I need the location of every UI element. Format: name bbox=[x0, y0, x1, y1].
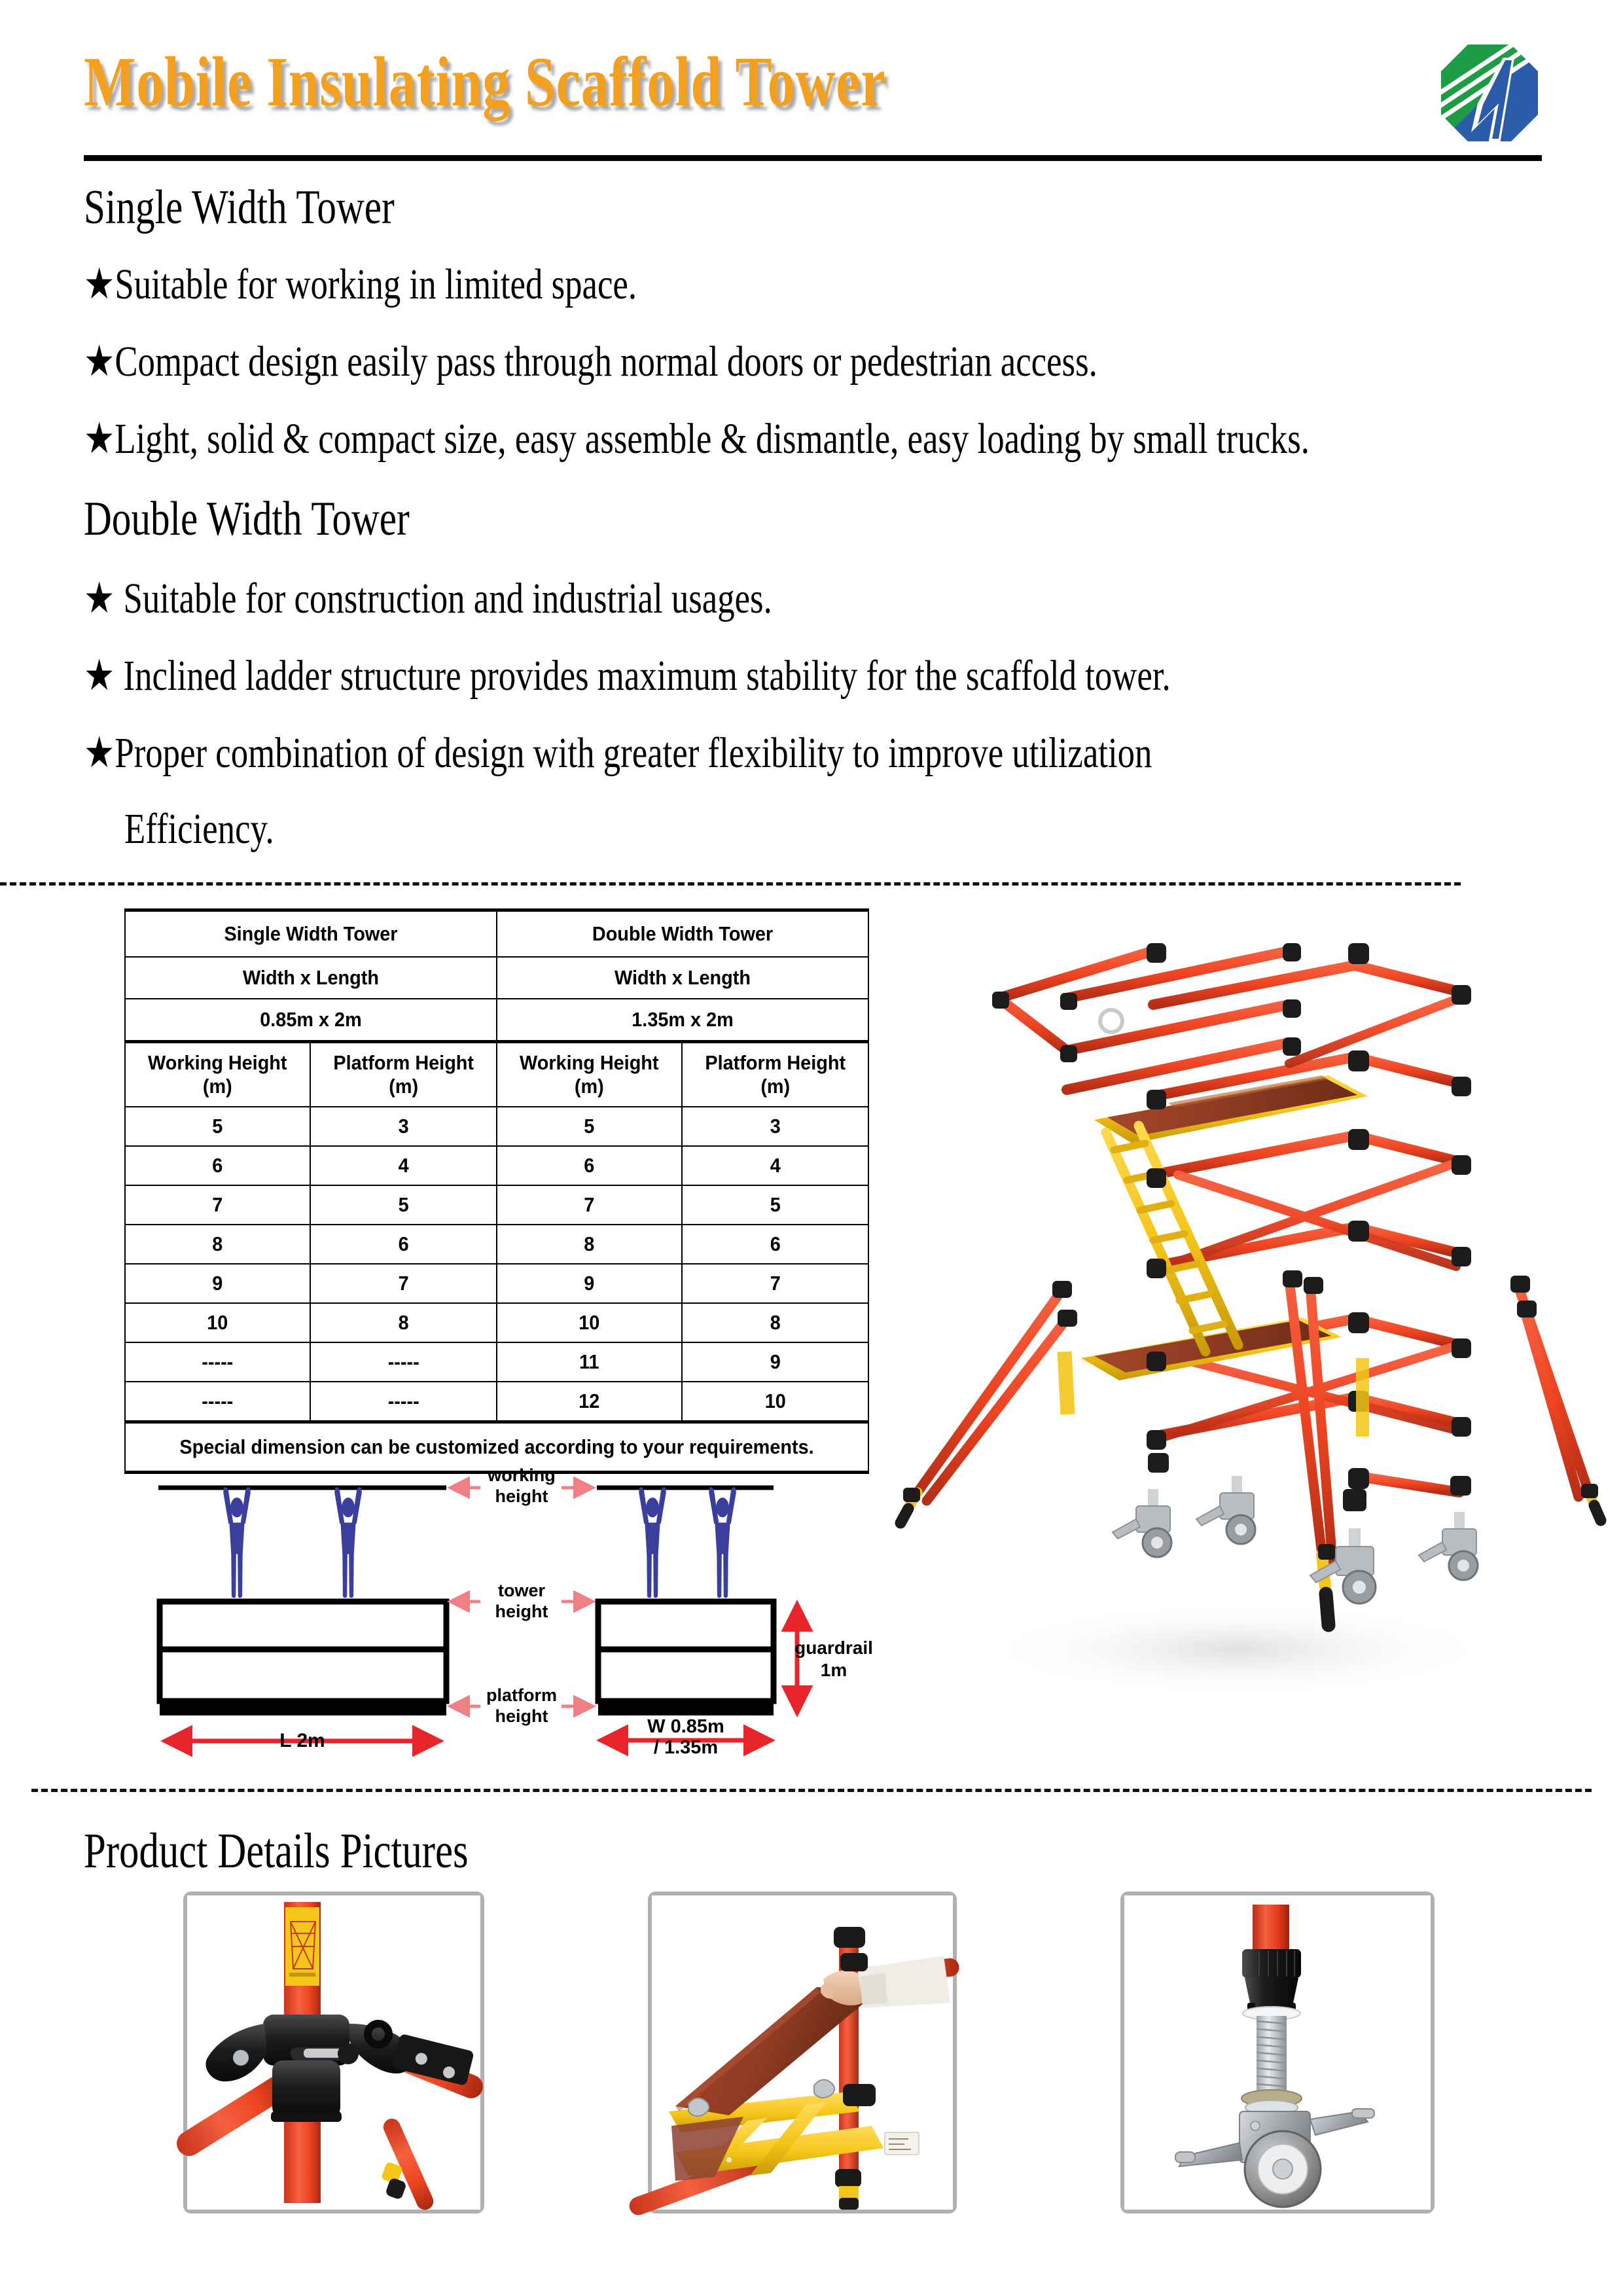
dimension-value-double: 1.35m x 2m bbox=[510, 999, 855, 1042]
cell-r1c1: 4 bbox=[317, 1146, 490, 1185]
left-platform-deck bbox=[160, 1701, 446, 1715]
col-header-0 bbox=[132, 1042, 304, 1107]
col-header-2 bbox=[503, 1042, 675, 1107]
single-width-tower-heading: Single Width Tower bbox=[84, 181, 395, 234]
width-label-line2: / 1.35m bbox=[653, 1737, 719, 1758]
cell-r3c2: 8 bbox=[503, 1225, 675, 1264]
col-header-0-unit: (m) bbox=[202, 1075, 232, 1098]
table-row bbox=[125, 1146, 868, 1185]
cell-r3c1: 6 bbox=[317, 1225, 490, 1264]
logo-icon bbox=[1437, 41, 1542, 145]
dimension-value-single: 0.85m x 2m bbox=[138, 999, 484, 1042]
cell-r2c2: 7 bbox=[503, 1185, 675, 1225]
dimension-diagram bbox=[145, 1465, 878, 1758]
col-header-1-text: Platform Height bbox=[332, 1051, 474, 1074]
coupler-clamp-illustration bbox=[187, 1895, 480, 2210]
specification-table bbox=[124, 908, 869, 1474]
cell-r6c1: ----- bbox=[317, 1342, 490, 1382]
working-height-label-line1: working bbox=[488, 1465, 556, 1485]
tower-height-label-line2: height bbox=[495, 1602, 548, 1621]
scaffold-tower-illustration bbox=[870, 900, 1623, 1757]
col-header-3-text: Platform Height bbox=[704, 1051, 846, 1074]
table-row bbox=[125, 1264, 868, 1303]
cell-r2c0: 7 bbox=[132, 1185, 304, 1225]
cell-r0c1: 3 bbox=[317, 1107, 490, 1146]
cell-r5c3: 8 bbox=[688, 1303, 862, 1342]
cell-r2c3: 5 bbox=[688, 1185, 862, 1225]
cell-r5c0: 10 bbox=[132, 1303, 304, 1342]
product-details-heading: Product Details Pictures bbox=[84, 1823, 469, 1878]
detail-photo-platform-deck bbox=[648, 1892, 957, 2214]
cell-r6c0: ----- bbox=[132, 1342, 304, 1382]
col-header-0-text: Working Height bbox=[148, 1051, 287, 1074]
cell-r6c2: 11 bbox=[503, 1342, 675, 1382]
platform-height-label-line2: height bbox=[495, 1706, 548, 1726]
adjust-collar bbox=[1242, 1949, 1301, 2013]
cell-r3c0: 8 bbox=[132, 1225, 304, 1264]
col-header-3 bbox=[688, 1042, 862, 1107]
cell-r5c1: 8 bbox=[317, 1303, 490, 1342]
width-label-line1: W 0.85m bbox=[647, 1716, 724, 1737]
page-header bbox=[0, 0, 1623, 164]
col-header-2-text: Working Height bbox=[519, 1051, 659, 1074]
table-row-column-headers bbox=[125, 1042, 868, 1107]
table-row-group-header bbox=[125, 910, 868, 958]
company-logo bbox=[1437, 41, 1542, 145]
wheel bbox=[1245, 2131, 1321, 2207]
footer-note: Special dimension can be customized according to your requirements. bbox=[151, 1422, 842, 1473]
table-row bbox=[125, 1303, 868, 1342]
cell-r5c2: 10 bbox=[503, 1303, 675, 1342]
cell-r1c2: 6 bbox=[503, 1146, 675, 1185]
table-row bbox=[125, 1382, 868, 1422]
casters bbox=[1113, 1476, 1478, 1604]
col-header-3-unit: (m) bbox=[760, 1075, 790, 1098]
cell-r4c1: 7 bbox=[317, 1264, 490, 1303]
double-width-tower-heading: Double Width Tower bbox=[84, 492, 410, 546]
working-height-label-line2: height bbox=[495, 1486, 548, 1506]
section-divider-bottom bbox=[31, 1789, 1592, 1792]
cell-r6c3: 9 bbox=[688, 1342, 862, 1382]
detail-photo-coupler-clamp bbox=[183, 1892, 484, 2214]
cell-r1c3: 4 bbox=[688, 1146, 862, 1185]
page-title: Mobile Insulating Scaffold Tower bbox=[84, 43, 886, 121]
cell-r3c3: 6 bbox=[688, 1225, 862, 1264]
right-platform-deck bbox=[598, 1701, 774, 1715]
cell-r7c1: ----- bbox=[317, 1382, 490, 1422]
guardrail-label-line2: 1m bbox=[820, 1660, 847, 1680]
cell-r7c2: 12 bbox=[503, 1382, 675, 1422]
scaffold-tower-photo bbox=[870, 900, 1623, 1757]
caster-wheel-illustration bbox=[1124, 1895, 1431, 2210]
header-divider bbox=[84, 155, 1542, 161]
table-row bbox=[125, 1185, 868, 1225]
double-bullet-2: ★ Inclined ladder structure provides maximum stability for the scaffold tower. bbox=[84, 652, 1171, 700]
table-row-footer-note bbox=[125, 1422, 868, 1473]
double-bullet-3: ★Proper combination of design with greater flexibility to improve utilization bbox=[84, 729, 1152, 777]
cell-r4c2: 9 bbox=[503, 1264, 675, 1303]
table-row bbox=[125, 1342, 868, 1382]
table-row-dimension-label bbox=[125, 957, 868, 999]
double-bullet-3-continuation: Efficiency. bbox=[124, 805, 274, 853]
dimension-label-double: Width x Length bbox=[510, 957, 855, 999]
platform-deck-illustration bbox=[652, 1895, 953, 2210]
detail-photo-caster-wheel bbox=[1120, 1892, 1435, 2214]
cell-r7c0: ----- bbox=[132, 1382, 304, 1422]
platform-height-label-line1: platform bbox=[486, 1685, 557, 1705]
guardrail-label-line1: guardrail bbox=[794, 1638, 873, 1658]
cell-r2c1: 5 bbox=[317, 1185, 490, 1225]
table-row-dimension-values bbox=[125, 999, 868, 1042]
cell-r1c0: 6 bbox=[132, 1146, 304, 1185]
single-bullet-2: ★Compact design easily pass through normal doors or pedestrian access. bbox=[84, 338, 1097, 386]
cell-r0c0: 5 bbox=[132, 1107, 304, 1146]
section-divider-top bbox=[0, 882, 1461, 886]
col-header-2-unit: (m) bbox=[574, 1075, 604, 1098]
col-header-1 bbox=[317, 1042, 490, 1107]
double-bullet-1: ★ Suitable for construction and industrial usages. bbox=[84, 575, 772, 622]
length-label: L 2m bbox=[279, 1730, 325, 1751]
dimension-diagram-svg bbox=[145, 1465, 878, 1758]
single-bullet-1: ★Suitable for working in limited space. bbox=[84, 260, 637, 308]
dimension-label-single: Width x Length bbox=[138, 957, 484, 999]
single-bullet-3: ★Light, solid & compact size, easy assemble & dismantle, easy loading by small trucks. bbox=[84, 415, 1310, 463]
cell-r0c2: 5 bbox=[503, 1107, 675, 1146]
cell-r0c3: 3 bbox=[688, 1107, 862, 1146]
table-row bbox=[125, 1225, 868, 1264]
cell-r4c0: 9 bbox=[132, 1264, 304, 1303]
tower-height-label-line1: tower bbox=[497, 1581, 546, 1600]
cell-r7c3: 10 bbox=[688, 1382, 862, 1422]
cell-r4c3: 7 bbox=[688, 1264, 862, 1303]
col-header-1-unit: (m) bbox=[388, 1075, 418, 1098]
group-header-double: Double Width Tower bbox=[510, 910, 855, 958]
table-row bbox=[125, 1107, 868, 1146]
group-header-single: Single Width Tower bbox=[138, 910, 484, 958]
body-text-block bbox=[0, 183, 1623, 851]
